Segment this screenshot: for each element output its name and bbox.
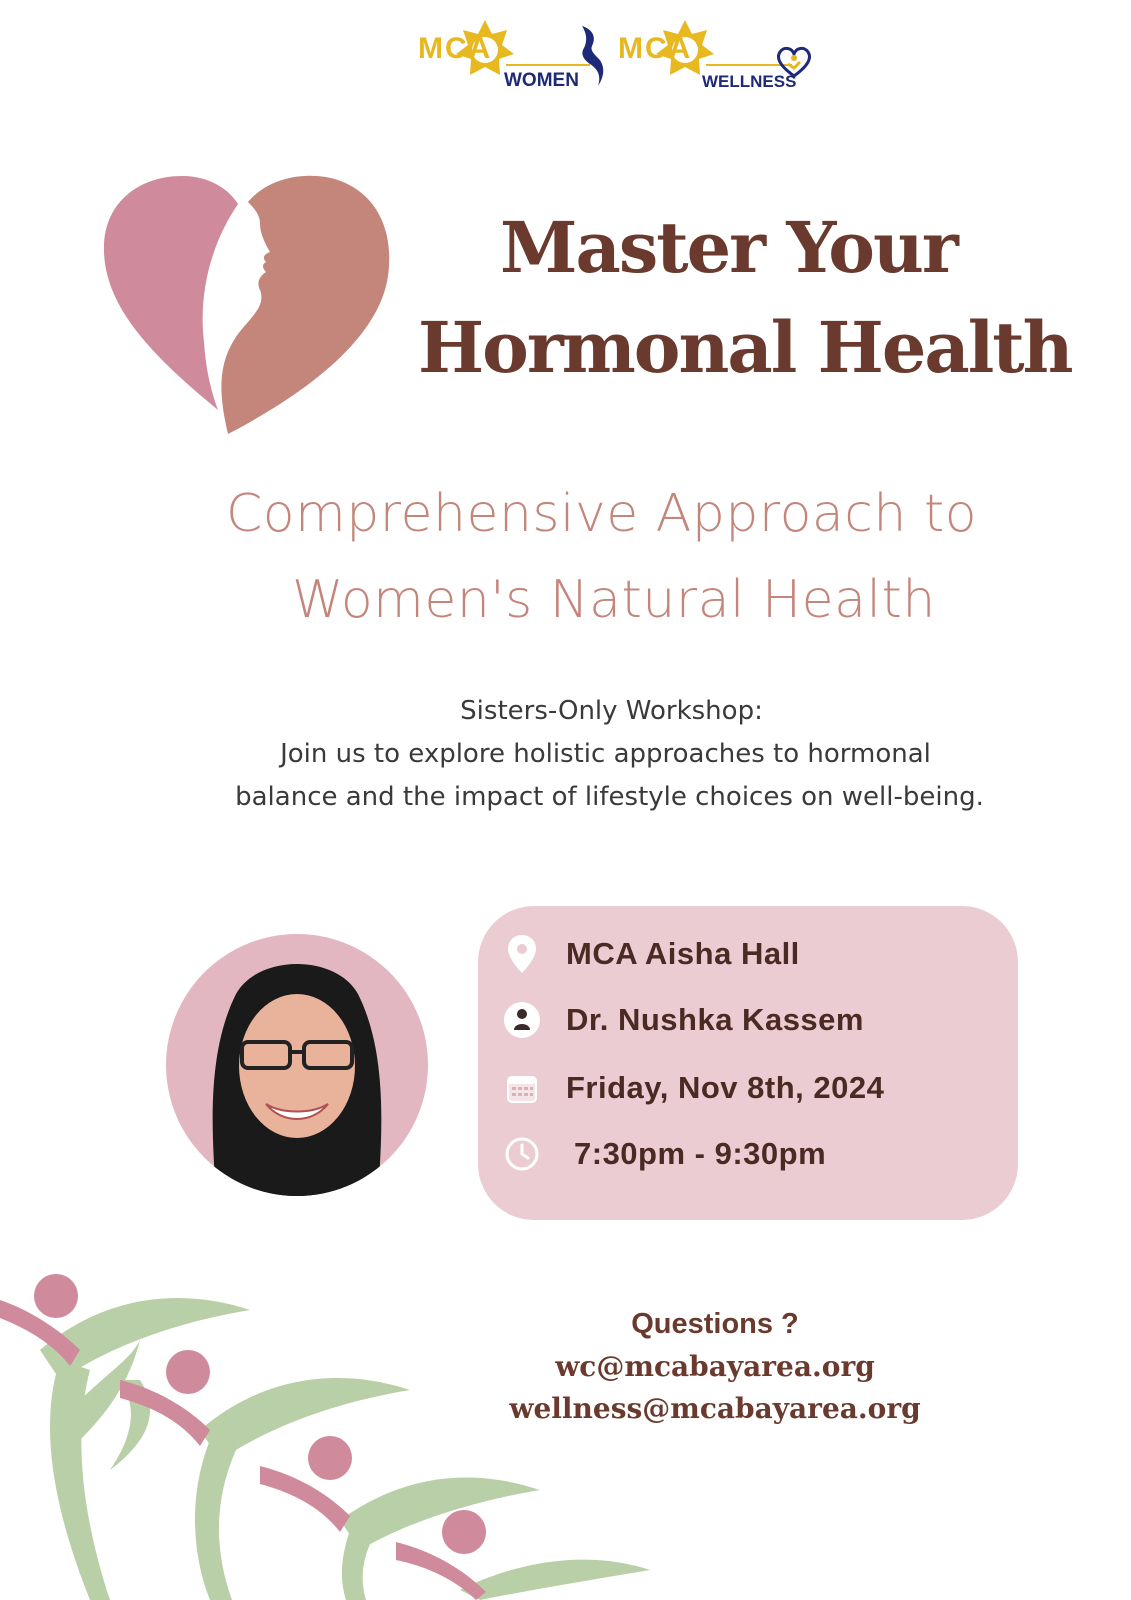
logo-letters: MCA <box>418 32 493 65</box>
description-line-3: balance and the impact of lifestyle choices on well-being. <box>235 782 984 812</box>
date-text: Friday, Nov 8th, 2024 <box>566 1070 885 1105</box>
speaker-portrait-icon <box>166 934 428 1196</box>
calendar-icon <box>502 1068 542 1108</box>
title-line-1: Master Your <box>500 206 957 289</box>
event-details-card <box>478 906 1018 1220</box>
speaker-text: Dr. Nushka Kassem <box>566 1002 864 1037</box>
location-text: MCA Aisha Hall <box>566 936 800 971</box>
logo-letters: MCA <box>618 32 693 65</box>
clock-icon <box>502 1134 542 1174</box>
location-row <box>502 932 800 976</box>
subtitle-line-1: Comprehensive Approach to <box>226 484 978 544</box>
mca-women-logo <box>418 18 608 98</box>
time-text: 7:30pm - 9:30pm <box>574 1136 827 1171</box>
questions-heading: Questions ? <box>631 1308 799 1340</box>
title-line-2: Hormonal Health <box>418 306 1072 389</box>
location-pin-icon <box>502 934 542 974</box>
speaker-row <box>502 998 864 1042</box>
description-line-1: Sisters-Only Workshop: <box>460 696 763 726</box>
speaker-photo <box>166 934 428 1196</box>
time-row <box>502 1132 826 1176</box>
email-wellness-link[interactable]: wellness@mcabayarea.org <box>509 1392 921 1425</box>
person-icon <box>502 1000 542 1040</box>
logo-sub-label: WOMEN <box>504 70 579 91</box>
woman-profile-icon <box>574 24 610 88</box>
date-row <box>502 1066 884 1110</box>
heart-person-icon <box>774 44 814 80</box>
logo-sub-label: WELLNESS <box>702 72 797 91</box>
mca-wellness-logo <box>618 18 818 98</box>
email-wc-link[interactable]: wc@mcabayarea.org <box>555 1350 875 1383</box>
subtitle-line-2: Women's Natural Health <box>292 570 936 630</box>
description-line-2: Join us to explore holistic approaches to hormonal <box>280 739 931 769</box>
heart-silhouette-icon <box>100 172 400 442</box>
decorative-figures-icon <box>0 1270 660 1600</box>
